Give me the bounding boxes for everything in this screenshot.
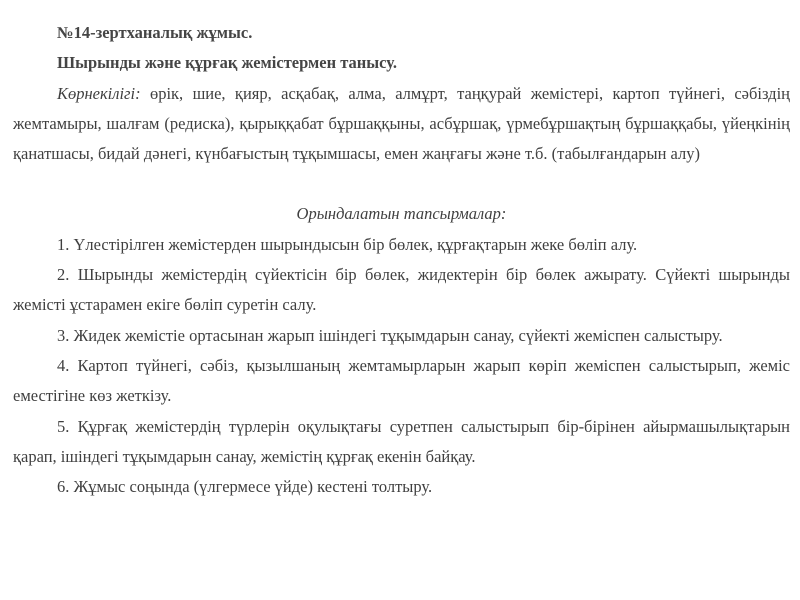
task-item: 3. Жидек жемістіе ортасынан жарып ішіндегі тұқымдарын санау, сүйекті жеміспен салыстыру. [57, 325, 723, 345]
materials-label: Көрнекілігі: [57, 83, 141, 103]
document-page [13, 18, 790, 502]
task-item: 2. Шырынды жемістердің сүйектісін бір бөлек, жидектерін бір бөлек ажырату. Сүйекті шырынды жемісті ұстарамен екіге бөліп суретін салу. [13, 265, 790, 315]
lab-work-topic: Шырынды және құрғақ жемістермен танысу. [57, 53, 398, 73]
task-item: 5. Құрғақ жемістердің түрлерін оқулықтағы суретпен салыстырып бір-бірінен айырмашылықтарын қарап, ішіндегі тұқымдарын санау, жемістің құрғақ екенін байқау. [13, 416, 790, 466]
tasks-heading: Орындалатын тапсырмалар: [296, 204, 507, 224]
task-item: 4. Картоп түйнегі, сәбіз, қызылшаның жемтамырларын жарып көріп жеміспен салыстырып, жеміс еместігіне көз жеткізу. [13, 355, 790, 406]
lab-work-number: №14-зертханалық жұмыс. [57, 23, 253, 42]
task-item: 6. Жұмыс соңында (үлгермесе үйде) кестені толтыру. [57, 477, 433, 497]
materials-text: өрік, шие, қияр, асқабақ, алма, алмұрт, таңқурай жемістері, картоп түйнегі, сәбіздің жемтамыры, шалғам (редиска), қырыққабат бұршаққыны, асбұршақ, үрмебұршақтың бұршаққабы, үйеңкінің қанатшасы, бидай дәнегі, күнбағыстың тұқымшасы, емен жаңғағы және т.б. (табылғандарын алу) [13, 83, 790, 164]
task-item: 1. Үлестірілген жемістерден шырындысын бір бөлек, құрғақтарын жеке бөліп алу. [57, 234, 638, 254]
paragraph-gap [13, 169, 790, 199]
materials-paragraph [13, 79, 790, 170]
